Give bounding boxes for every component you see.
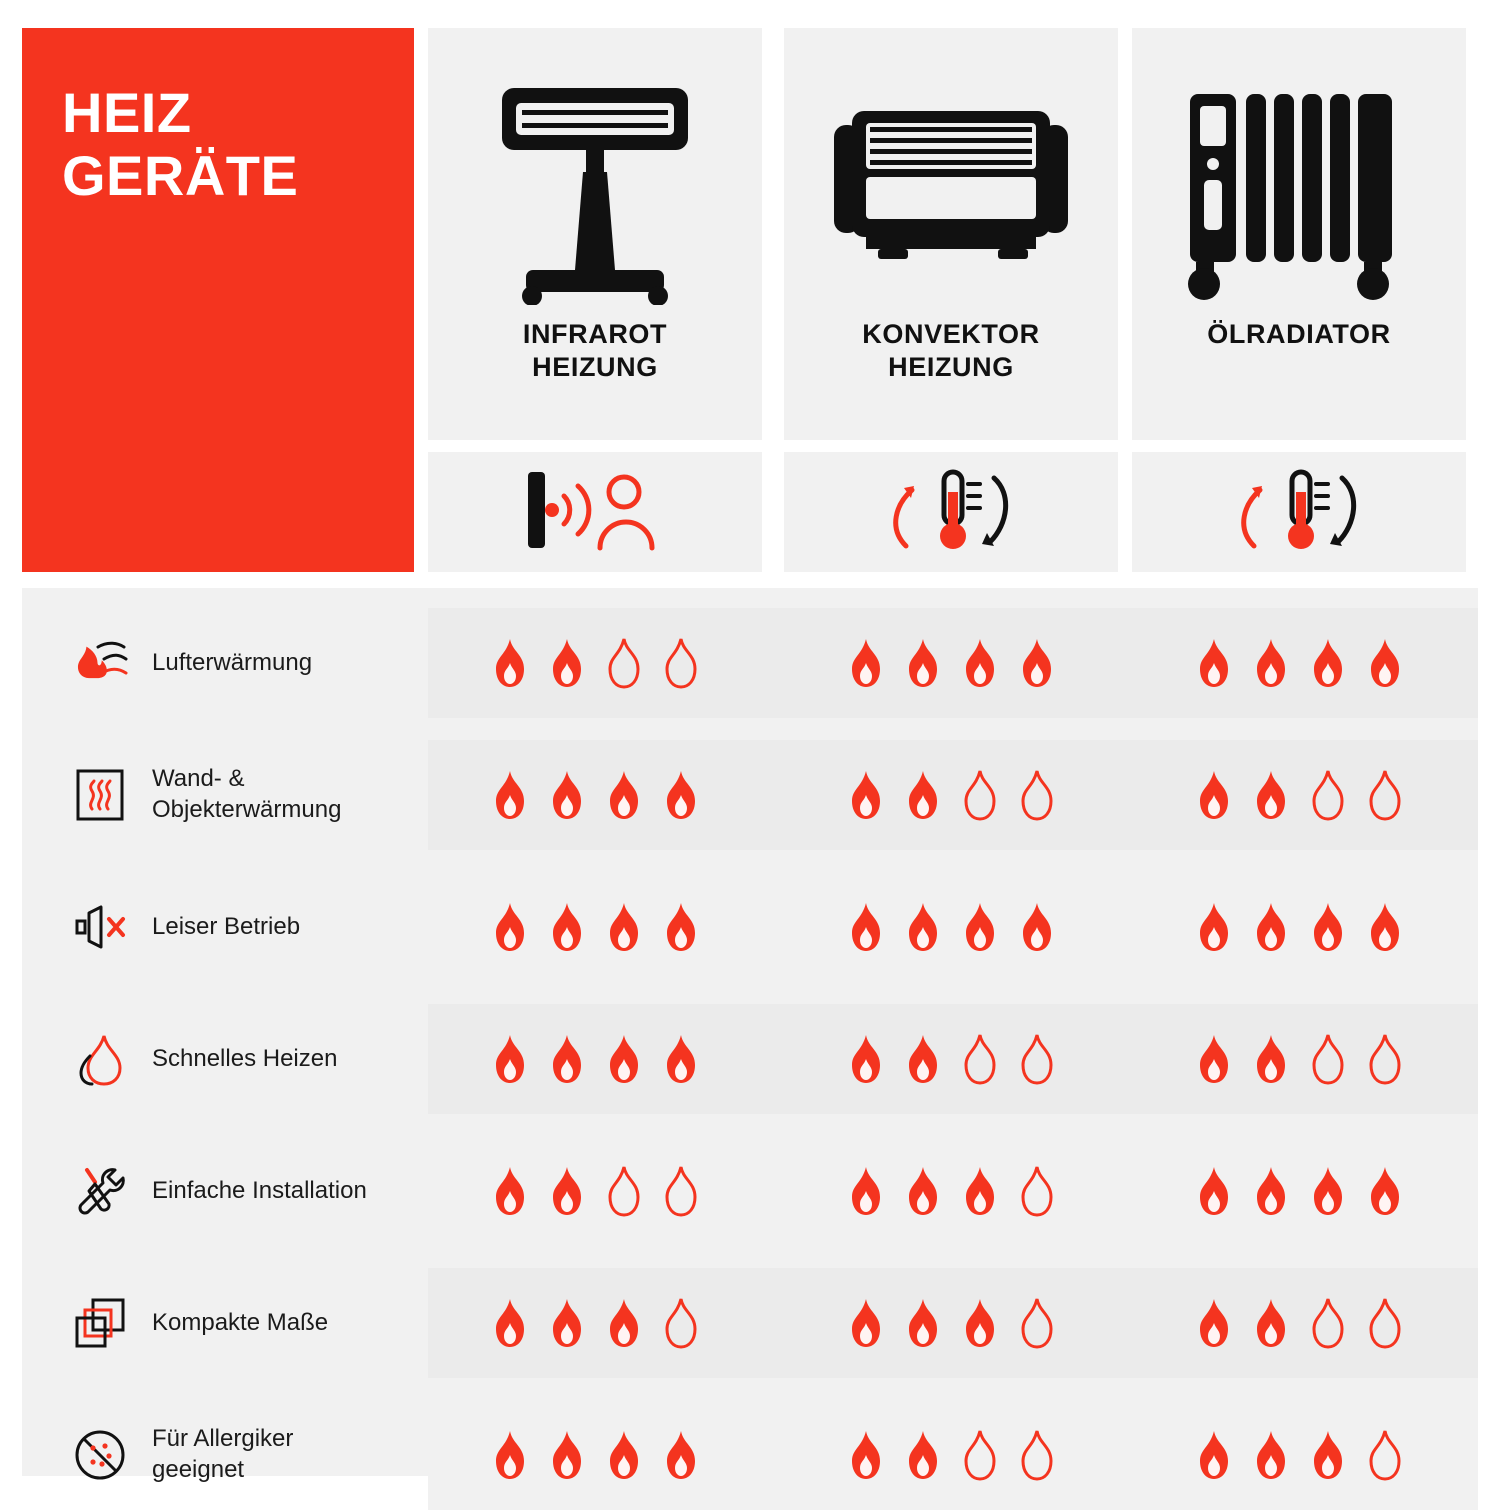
feature-label bbox=[152, 764, 341, 825]
feature-label-line1: Einfache Installation bbox=[152, 1176, 367, 1204]
rating-infrarot bbox=[428, 872, 762, 982]
flame-filled bbox=[1249, 1429, 1293, 1481]
feature-label-line1: Für Allergiker bbox=[152, 1425, 294, 1453]
mute-speaker-icon bbox=[70, 897, 130, 957]
compact-size-icon bbox=[70, 1293, 130, 1353]
wrench-screwdriver-icon bbox=[70, 1161, 130, 1221]
feature-label-line2: geeignet bbox=[152, 1456, 245, 1483]
feature-label bbox=[152, 1044, 337, 1075]
product-head bbox=[428, 28, 762, 440]
flame-empty bbox=[659, 1297, 703, 1349]
flame-filled bbox=[1192, 769, 1236, 821]
infrared-person-waves-icon bbox=[500, 464, 690, 561]
feature-label-line1: Lufterwärmung bbox=[152, 648, 313, 676]
feature-cell bbox=[70, 872, 420, 982]
table-row bbox=[22, 740, 1478, 850]
flame-empty bbox=[1015, 1165, 1059, 1217]
fast-heating-flame-icon bbox=[70, 1029, 130, 1089]
title-card bbox=[22, 28, 414, 572]
flame-filled bbox=[488, 1297, 532, 1349]
flame-empty bbox=[1306, 1033, 1350, 1085]
table-row bbox=[22, 608, 1478, 718]
flame-filled bbox=[1192, 637, 1236, 689]
product-name-line1: KONVEKTOR bbox=[862, 319, 1040, 349]
flame-filled bbox=[958, 637, 1002, 689]
allergy-free-icon bbox=[70, 1425, 130, 1485]
flame-filled bbox=[545, 637, 589, 689]
flame-empty bbox=[602, 1165, 646, 1217]
flame-filled bbox=[901, 1429, 945, 1481]
wall-heating-icon bbox=[70, 765, 130, 825]
flame-filled bbox=[1015, 637, 1059, 689]
flame-filled bbox=[545, 1165, 589, 1217]
flame-filled bbox=[844, 901, 888, 953]
product-name-line1: INFRAROT bbox=[522, 319, 668, 349]
flame-filled bbox=[545, 1429, 589, 1481]
rating-infrarot bbox=[428, 740, 762, 850]
rating-konvektor bbox=[784, 1136, 1118, 1246]
flame-filled bbox=[488, 1429, 532, 1481]
product-name-line2: HEIZUNG bbox=[888, 351, 1014, 382]
flame-filled bbox=[1249, 637, 1293, 689]
flame-filled bbox=[545, 769, 589, 821]
flame-filled bbox=[1363, 1165, 1407, 1217]
page-title-line2: GERÄTE bbox=[62, 143, 299, 207]
flame-filled bbox=[545, 901, 589, 953]
flame-empty bbox=[958, 1033, 1002, 1085]
flame-filled bbox=[659, 769, 703, 821]
flame-filled bbox=[602, 1429, 646, 1481]
flame-filled bbox=[1192, 901, 1236, 953]
header-section bbox=[22, 28, 1478, 572]
flame-filled bbox=[659, 1429, 703, 1481]
thermometer-airflow-icon bbox=[1214, 462, 1384, 563]
feature-cell bbox=[70, 1136, 420, 1246]
rating-konvektor bbox=[784, 1268, 1118, 1378]
rating-oelradiator bbox=[1132, 740, 1466, 850]
infrared-heater-icon bbox=[470, 62, 720, 312]
flame-filled bbox=[844, 637, 888, 689]
product-name-line1: ÖLRADIATOR bbox=[1207, 319, 1391, 349]
product-head bbox=[1132, 28, 1466, 440]
feature-label-line1: Leiser Betrieb bbox=[152, 912, 301, 940]
flame-filled bbox=[659, 901, 703, 953]
rating-oelradiator bbox=[1132, 872, 1466, 982]
product-subicon bbox=[1132, 452, 1466, 572]
rating-konvektor bbox=[784, 1004, 1118, 1114]
product-name bbox=[862, 318, 1039, 384]
flame-empty bbox=[1306, 769, 1350, 821]
flame-filled bbox=[1015, 901, 1059, 953]
flame-filled bbox=[901, 1297, 945, 1349]
flame-empty bbox=[1363, 1297, 1407, 1349]
flame-filled bbox=[488, 901, 532, 953]
flame-empty bbox=[602, 637, 646, 689]
feature-label bbox=[152, 1176, 367, 1207]
feature-cell bbox=[70, 608, 420, 718]
flame-empty bbox=[1015, 1033, 1059, 1085]
flame-filled bbox=[1306, 1429, 1350, 1481]
feature-label bbox=[152, 912, 300, 943]
flame-filled bbox=[488, 637, 532, 689]
feature-label bbox=[152, 648, 312, 679]
feature-label-line1: Kompakte Maße bbox=[152, 1308, 329, 1336]
convector-heater-icon bbox=[816, 62, 1086, 312]
flame-filled bbox=[1249, 1297, 1293, 1349]
rating-infrarot bbox=[428, 1136, 762, 1246]
flame-empty bbox=[1363, 1429, 1407, 1481]
rating-konvektor bbox=[784, 608, 1118, 718]
flame-filled bbox=[844, 1297, 888, 1349]
flame-filled bbox=[901, 637, 945, 689]
feature-label bbox=[152, 1424, 293, 1485]
flame-filled bbox=[901, 901, 945, 953]
flame-filled bbox=[602, 1033, 646, 1085]
rating-konvektor bbox=[784, 872, 1118, 982]
air-heating-icon bbox=[70, 633, 130, 693]
flame-empty bbox=[958, 769, 1002, 821]
feature-label-line1: Wand- & bbox=[152, 765, 245, 793]
rating-oelradiator bbox=[1132, 1400, 1466, 1510]
rating-konvektor bbox=[784, 740, 1118, 850]
flame-filled bbox=[1249, 1165, 1293, 1217]
product-subicon bbox=[784, 452, 1118, 572]
flame-filled bbox=[1249, 769, 1293, 821]
flame-filled bbox=[1249, 901, 1293, 953]
flame-filled bbox=[1306, 1165, 1350, 1217]
table-row bbox=[22, 1004, 1478, 1114]
flame-filled bbox=[545, 1297, 589, 1349]
flame-filled bbox=[602, 901, 646, 953]
flame-empty bbox=[1363, 769, 1407, 821]
flame-filled bbox=[844, 1165, 888, 1217]
page-title bbox=[62, 82, 374, 207]
product-column-konvektor bbox=[784, 28, 1118, 572]
flame-filled bbox=[901, 1165, 945, 1217]
comparison-table bbox=[22, 588, 1478, 1483]
flame-empty bbox=[1015, 769, 1059, 821]
flame-filled bbox=[958, 901, 1002, 953]
flame-filled bbox=[488, 1033, 532, 1085]
flame-empty bbox=[659, 1165, 703, 1217]
flame-filled bbox=[958, 1297, 1002, 1349]
flame-filled bbox=[1192, 1429, 1236, 1481]
rating-infrarot bbox=[428, 608, 762, 718]
feature-cell bbox=[70, 740, 420, 850]
flame-filled bbox=[488, 769, 532, 821]
table-row bbox=[22, 1400, 1478, 1510]
flame-filled bbox=[659, 1033, 703, 1085]
rating-konvektor bbox=[784, 1400, 1118, 1510]
product-column-infrarot bbox=[428, 28, 762, 572]
flame-filled bbox=[844, 769, 888, 821]
flame-empty bbox=[659, 637, 703, 689]
rating-infrarot bbox=[428, 1004, 762, 1114]
product-column-oelradiator bbox=[1132, 28, 1466, 572]
flame-empty bbox=[1306, 1297, 1350, 1349]
flame-filled bbox=[958, 1165, 1002, 1217]
flame-filled bbox=[1249, 1033, 1293, 1085]
flame-filled bbox=[1363, 637, 1407, 689]
product-name-line2: HEIZUNG bbox=[532, 351, 658, 382]
rating-infrarot bbox=[428, 1400, 762, 1510]
flame-filled bbox=[602, 1297, 646, 1349]
rating-oelradiator bbox=[1132, 1136, 1466, 1246]
thermometer-airflow-icon bbox=[866, 462, 1036, 563]
page-title-line1: HEIZ bbox=[62, 81, 192, 144]
flame-empty bbox=[1363, 1033, 1407, 1085]
feature-cell bbox=[70, 1400, 420, 1510]
flame-filled bbox=[844, 1429, 888, 1481]
feature-cell bbox=[70, 1268, 420, 1378]
rating-infrarot bbox=[428, 1268, 762, 1378]
flame-filled bbox=[1363, 901, 1407, 953]
product-name bbox=[523, 318, 667, 384]
flame-empty bbox=[1015, 1297, 1059, 1349]
rating-oelradiator bbox=[1132, 608, 1466, 718]
flame-filled bbox=[1306, 637, 1350, 689]
feature-label-line2: Objekterwärmung bbox=[152, 796, 342, 823]
flame-filled bbox=[1192, 1297, 1236, 1349]
feature-cell bbox=[70, 1004, 420, 1114]
rating-oelradiator bbox=[1132, 1268, 1466, 1378]
flame-filled bbox=[602, 769, 646, 821]
flame-empty bbox=[958, 1429, 1002, 1481]
flame-filled bbox=[1192, 1165, 1236, 1217]
flame-filled bbox=[901, 1033, 945, 1085]
table-row bbox=[22, 1268, 1478, 1378]
flame-empty bbox=[1015, 1429, 1059, 1481]
feature-label-line1: Schnelles Heizen bbox=[152, 1044, 338, 1072]
rating-oelradiator bbox=[1132, 1004, 1466, 1114]
flame-filled bbox=[1192, 1033, 1236, 1085]
product-subicon bbox=[428, 452, 762, 572]
product-head bbox=[784, 28, 1118, 440]
oil-radiator-icon bbox=[1174, 62, 1424, 312]
flame-filled bbox=[1306, 901, 1350, 953]
flame-filled bbox=[844, 1033, 888, 1085]
feature-label bbox=[152, 1308, 328, 1339]
flame-filled bbox=[488, 1165, 532, 1217]
table-row bbox=[22, 872, 1478, 982]
table-row bbox=[22, 1136, 1478, 1246]
flame-filled bbox=[901, 769, 945, 821]
product-name bbox=[1207, 318, 1391, 351]
flame-filled bbox=[545, 1033, 589, 1085]
